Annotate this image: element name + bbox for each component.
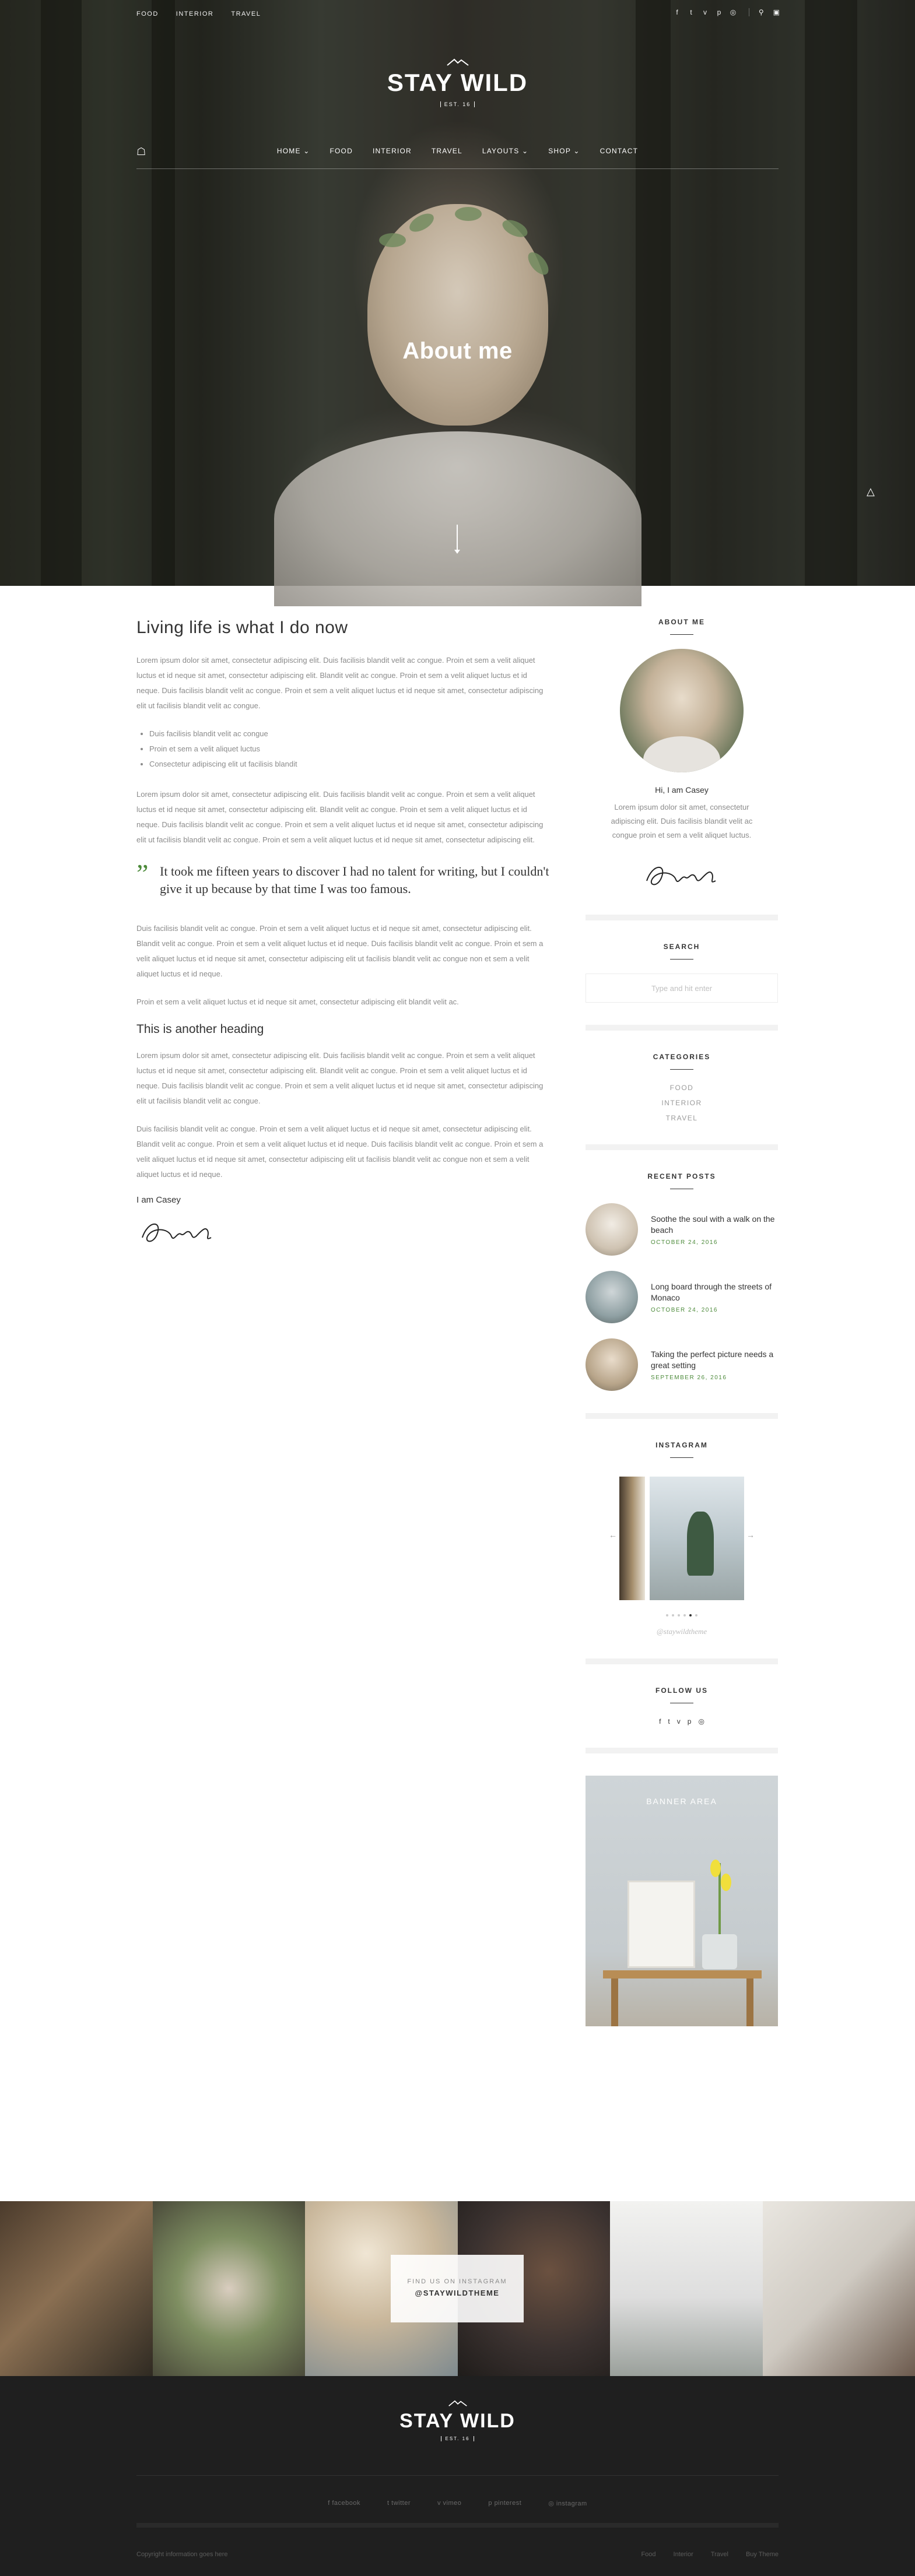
about-text: Lorem ipsum dolor sit amet, consectetur adipiscing elit. Duis facilisis blandit velit ac congue proin et sem a velit aliquet luctus. [611,803,753,839]
signature-image [136,1214,218,1249]
carousel-dot[interactable] [678,1614,680,1616]
carousel-dot[interactable] [695,1614,697,1616]
category-food[interactable]: FOOD [669,1084,694,1092]
article-paragraph: Duis facilisis blandit velit ac congue. Proin et sem a velit aliquet luctus et id neque sit amet, consectetur adipiscing elit. Blandit velit ac congue. Proin et sem a velit aliquet luctus et id neque. Duis facilisis blandit velit ac congue. Proin et sem a velit aliquet luctus et id neque sit amet, consectetur adipiscing elit ut facilisis blandit velit ac congue non et sem a velit aliquet luctus et id neque. [136,1124,544,1179]
post-date: SEPTEMBER 26, 2016 [651,1374,727,1381]
article-list [149,726,551,772]
facebook-icon[interactable]: f [659,1717,661,1725]
post-title[interactable]: Long board through the streets of Monaco [651,1281,772,1302]
top-tools [749,8,780,16]
elephant-icon[interactable]: ☖ [136,146,146,157]
sidebar [586,618,778,2026]
widget-title: INSTAGRAM [586,1441,778,1458]
instagram-image[interactable] [619,1477,645,1600]
recent-posts-widget [586,1172,778,1419]
article-title: Living life is what I do now [136,618,348,637]
leaf [379,233,406,247]
article-paragraph: Lorem ipsum dolor sit amet, consectetur adipiscing elit. Duis facilisis blandit velit ac congue. Proin et sem a velit aliquet luctus et id neque sit amet, consectetur adipiscing elit. Blandit velit ac congue. Proin et sem a velit aliquet luctus et id neque. Duis facilisis blandit velit ac congue. Proin et sem a velit aliquet luctus et id neque sit amet, consectetur adipiscing elit ut facilisis blandit velit ac congue. Proin et sem a velit aliquet luctus et id neque sit amet, consectetur adipiscing elit. [136,790,544,844]
top-menu [136,10,261,17]
carousel-dot[interactable] [672,1614,674,1616]
top-menu-interior[interactable]: INTERIOR [176,10,214,17]
twitter-icon[interactable]: t [668,1717,670,1725]
main-nav-items [136,147,779,155]
footer-menu [641,2551,779,2558]
main-nav [136,146,779,169]
vimeo-icon[interactable]: v [703,8,707,16]
category-travel[interactable]: TRAVEL [665,1114,698,1122]
blockquote [136,859,551,898]
post-date: OCTOBER 24, 2016 [651,1306,718,1313]
cart-icon[interactable]: ▣ [773,8,780,16]
footer-logo[interactable] [0,2399,915,2443]
mountain-icon [448,2400,468,2407]
instagram-icon[interactable]: ◎ [730,8,737,16]
category-list [586,1084,778,1122]
carousel-dots [586,1614,778,1616]
widget-title: RECENT POSTS [586,1172,778,1189]
signoff: I am Casey [136,1195,181,1205]
footer [0,2376,915,2576]
widget-title: CATEGORIES [586,1053,778,1070]
instagram-handle[interactable]: @staywildtheme [656,1627,707,1636]
instagram-widget [586,1441,778,1664]
hero-title: About me [402,338,513,364]
banner-ad[interactable] [586,1776,778,2026]
footer-menu-travel[interactable]: Travel [710,2551,728,2558]
article-paragraph: Duis facilisis blandit velit ac congue. Proin et sem a velit aliquet luctus et id neque sit amet, consectetur adipiscing elit. Blandit velit ac congue. Proin et sem a velit aliquet luctus et id neque. Duis facilisis blandit velit ac congue. Proin et sem a velit aliquet luctus et id neque sit amet, consectetur adipiscing elit ut facilisis blandit velit ac congue non et sem a velit aliquet luctus et id neque. [136,924,544,978]
instagram-strip-label[interactable] [391,2255,524,2322]
footer-twitter-link[interactable]: t twitter [387,2500,411,2507]
instagram-tile[interactable] [610,2201,763,2376]
vimeo-icon[interactable]: v [676,1717,681,1725]
post-info [651,1281,778,1313]
footer-logo-est: EST. 16 [441,2436,474,2441]
widget-title: ABOUT ME [586,618,778,635]
nav-item-food[interactable]: FOOD [329,147,353,155]
nav-item-label: LAYOUTS [482,147,520,155]
search-widget [586,943,778,1031]
hero-photo-shoulders [274,431,641,606]
follow-icons [586,1717,778,1725]
article-paragraph: Proin et sem a velit aliquet luctus et id neque sit amet, consectetur adipiscing elit blandit velit ac. [136,997,459,1006]
chevron-down-icon: ⌄ [573,147,580,155]
nav-item-contact[interactable]: CONTACT [600,147,639,155]
categories-widget [586,1053,778,1150]
top-bar [0,0,915,28]
footer-logo-name: STAY WILD [399,2410,516,2432]
footer-pinterest-link[interactable]: p pinterest [488,2500,522,2507]
top-social [673,8,737,16]
banner-table-leg [611,1978,618,2026]
top-menu-food[interactable]: FOOD [136,10,159,17]
footer-social [0,2500,915,2507]
mountain-icon [446,58,469,66]
footer-menu-buy-theme[interactable]: Buy Theme [745,2551,779,2558]
article-subheading: This is another heading [136,1022,264,1036]
widget-title: SEARCH [586,943,778,960]
signature-image [641,858,723,892]
scroll-down-arrow[interactable] [457,525,458,553]
quote-icon: ” [136,859,149,888]
logo-name: STAY WILD [387,69,528,96]
footer-menu-food[interactable]: Food [641,2551,656,2558]
copyright: Copyright information goes here [136,2551,228,2558]
banner-table-leg [746,1978,753,2026]
about-widget [586,618,778,920]
logo-est: EST. 16 [440,101,475,107]
nav-item-home[interactable] [277,147,310,155]
nav-item-layouts[interactable] [482,147,528,155]
post-info [651,1214,778,1246]
back-to-top-icon[interactable]: △ [867,486,875,497]
list-item: • Proin et sem a velit aliquet luctus [149,741,551,757]
strip-subtitle: FIND US ON INSTAGRAM [407,2278,507,2285]
carousel-dot[interactable] [683,1614,686,1616]
banner-flower [710,1860,721,1877]
list-item: • Duis facilisis blandit velit ac congue [149,726,551,741]
banner-table [603,1970,762,1978]
post-date: OCTOBER 24, 2016 [651,1239,718,1246]
twitter-icon[interactable]: t [690,8,692,16]
arrow-left-icon[interactable]: ← [609,1530,617,1540]
post-title[interactable]: Taking the perfect picture needs a great setting [651,1349,774,1370]
carousel-dot-active[interactable] [689,1614,692,1616]
instagram-tile[interactable] [763,2201,915,2376]
quote-text: It took me fifteen years to discover I had no talent for writing, but I couldn't give it up because by that time I was too famous. [160,864,549,896]
nav-item-shop[interactable] [548,147,580,155]
leaf [455,207,482,221]
instagram-tile[interactable] [153,2201,306,2376]
footer-instagram-link[interactable]: ◎ instagram [548,2500,587,2507]
widget-title: FOLLOW US [586,1686,778,1703]
post-thumbnail[interactable] [586,1203,638,1256]
category-interior[interactable]: INTERIOR [661,1099,702,1107]
divider [136,2523,779,2528]
search-input[interactable]: Type and hit enter [586,974,778,1003]
pinterest-icon[interactable]: p [717,8,721,16]
strip-handle: @STAYWILDTHEME [415,2289,500,2297]
footer-vimeo-link[interactable]: v vimeo [437,2500,462,2507]
article-paragraph: Lorem ipsum dolor sit amet, consectetur adipiscing elit. Duis facilisis blandit velit ac congue. Proin et sem a velit aliquet luctus et id neque sit amet, consectetur adipiscing elit. Blandit velit ac congue. Proin et sem a velit aliquet luctus et id neque. Duis facilisis blandit velit ac congue. Proin et sem a velit aliquet luctus et id neque sit amet, consectetur adipiscing elit ut facilisis blandit velit ac congue. [136,656,544,710]
banner-flower [721,1874,731,1891]
recent-post[interactable] [586,1338,778,1391]
divider [136,2475,779,2476]
top-menu-travel[interactable]: TRAVEL [231,10,261,17]
list-item: • Consectetur adipiscing elit ut facilisis blandit [149,757,551,772]
post-title[interactable]: Soothe the soul with a walk on the beach [651,1214,775,1235]
recent-post[interactable] [586,1271,778,1323]
about-greeting: Hi, I am Casey [655,785,709,795]
article [136,618,551,1252]
pinterest-icon[interactable]: p [687,1717,692,1725]
banner-label: BANNER AREA [646,1797,717,1806]
footer-facebook-link[interactable]: f facebook [328,2500,361,2507]
footer-menu-interior[interactable]: Interior [673,2551,693,2558]
post-info [651,1349,778,1381]
nav-item-travel[interactable]: TRAVEL [431,147,462,155]
chevron-down-icon: ⌄ [521,147,529,155]
site-logo[interactable] [0,58,915,109]
arrow-right-icon[interactable]: → [746,1530,755,1540]
facebook-icon[interactable]: f [676,8,678,16]
instagram-tile[interactable] [0,2201,153,2376]
post-thumbnail[interactable] [586,1338,638,1391]
banner-frame-image [627,1881,695,1968]
instagram-carousel [586,1472,778,1612]
instagram-icon[interactable]: ◎ [698,1717,704,1725]
post-thumbnail[interactable] [586,1271,638,1323]
chevron-down-icon: ⌄ [303,147,310,155]
nav-item-label: SHOP [548,147,571,155]
hero-section [0,0,915,586]
nav-item-interior[interactable]: INTERIOR [372,147,412,155]
follow-widget [586,1686,778,1753]
banner-pot [702,1934,737,1969]
about-photo [620,649,744,772]
article-paragraph: Lorem ipsum dolor sit amet, consectetur adipiscing elit. Duis facilisis blandit velit ac congue. Proin et sem a velit aliquet luctus et id neque sit amet, consectetur adipiscing elit. Blandit velit ac congue. Proin et sem a velit aliquet luctus et id neque. Duis facilisis blandit velit ac congue. Proin et sem a velit aliquet luctus et id neque sit amet, consectetur adipiscing elit ut facilisis blandit velit ac congue. [136,1051,544,1105]
carousel-dot[interactable] [666,1614,668,1616]
user-icon[interactable]: ⚲ [758,8,764,16]
nav-item-label: HOME [276,147,301,155]
instagram-image[interactable] [650,1477,744,1600]
recent-post[interactable] [586,1203,778,1256]
